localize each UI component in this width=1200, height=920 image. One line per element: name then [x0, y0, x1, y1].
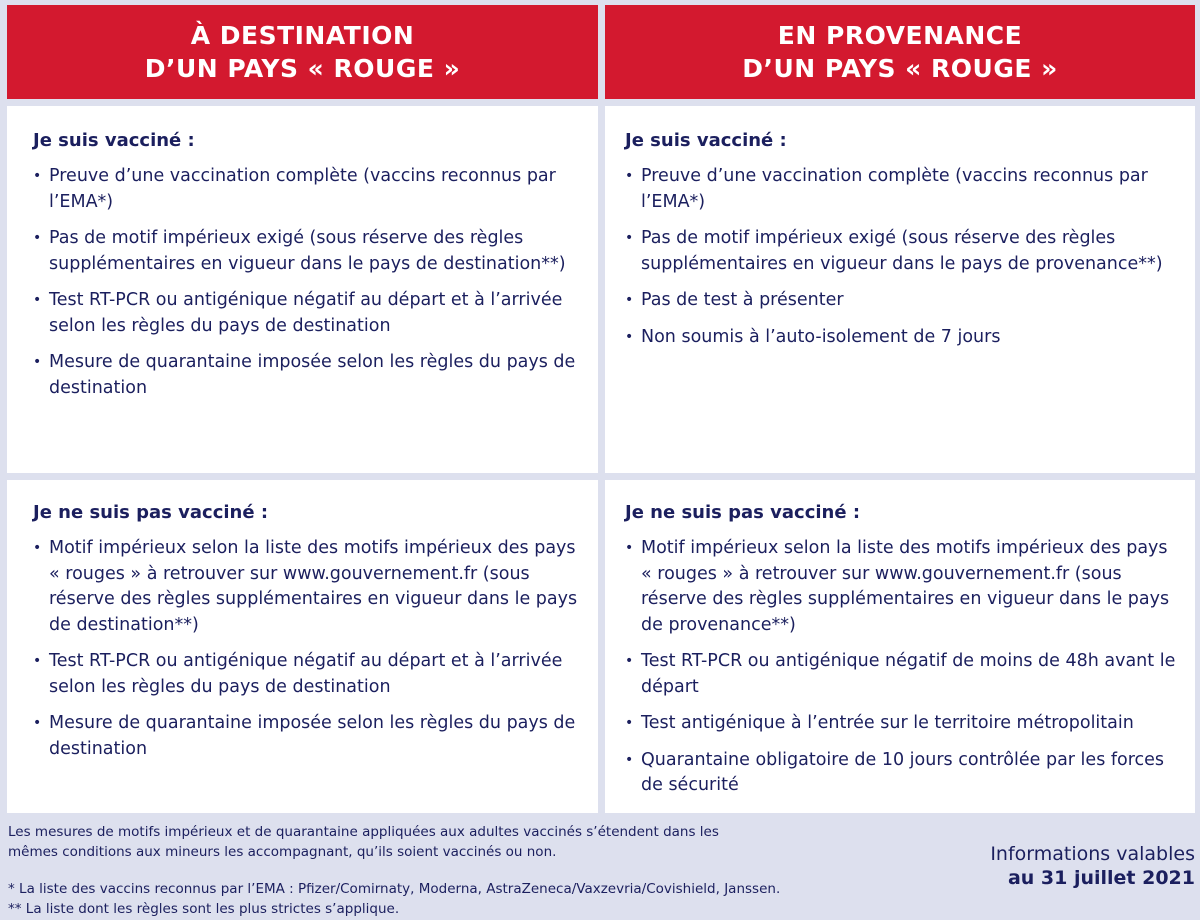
bullet-icon: • [625, 292, 634, 308]
destination-vaccinated-panel [7, 106, 598, 473]
provenance-not-vaccinated-panel [605, 480, 1195, 813]
list-item [625, 748, 1179, 799]
list-item [33, 536, 582, 638]
bullet-icon: • [625, 540, 634, 556]
list-item-text: Mesure de quarantaine imposée selon les règles du pays de destination [49, 352, 576, 398]
list-item [33, 226, 582, 277]
strict-rules-footnote: ** La liste dont les règles sont les plus strictes s’applique. [8, 901, 400, 917]
destination-not-vaccinated-panel [7, 480, 598, 813]
provenance-header-line2: D’UN PAYS « ROUGE » [742, 54, 1058, 83]
list-item-text: Quarantaine obligatoire de 10 jours contrôlée par les forces de sécurité [641, 749, 1165, 795]
rule-list [33, 536, 582, 762]
list-item [625, 325, 1179, 351]
list-item-text: Test antigénique à l’entrée sur le territoire métropolitain [641, 713, 1134, 733]
list-item-text: Test RT-PCR ou antigénique négatif au départ et à l’arrivée selon les règles du pays de destination [49, 290, 563, 336]
panel-title: Je ne suis pas vacciné : [625, 502, 861, 523]
bullet-icon: • [33, 540, 42, 556]
panel-title: Je ne suis pas vacciné : [33, 502, 269, 523]
destination-header-line2: D’UN PAYS « ROUGE » [144, 54, 461, 83]
bullet-icon: • [33, 168, 42, 184]
list-item-text: Non soumis à l’auto-isolement de 7 jours [641, 326, 1001, 347]
list-item-text: Pas de motif impérieux exigé (sous réserve des règles supplémentaires en vigueur dans le pays de destination**) [49, 228, 566, 274]
list-item [33, 649, 582, 700]
destination-header-line1: À DESTINATION [190, 21, 415, 50]
list-item-text: Preuve d’une vaccination complète (vaccins reconnus par l’EMA*) [49, 166, 556, 212]
bullet-icon: • [625, 653, 634, 669]
list-item [625, 649, 1179, 700]
list-item [625, 288, 1179, 314]
validity-label: Informations valables [990, 843, 1195, 865]
rule-list [625, 536, 1179, 799]
list-item-text: Motif impérieux selon la liste des motifs impérieux des pays « rouges » à retrouver sur www.gouvernement.fr (sous réserve des règles supplémentaires en vigueur dans le pays de destination**) [49, 538, 578, 635]
list-item-text: Pas de motif impérieux exigé (sous réserve des règles supplémentaires en vigueur dans le pays de provenance**) [641, 228, 1163, 274]
list-item [33, 288, 582, 339]
bullet-icon: • [33, 715, 42, 731]
list-item-text: Mesure de quarantaine imposée selon les règles du pays de destination [49, 713, 576, 759]
list-item [625, 226, 1179, 277]
minors-note: Les mesures de motifs impérieux et de quarantaine appliquées aux adultes vaccinés s’étendent dans les mêmes conditions aux mineurs les accompagnant, qu’ils soient vaccinés ou non. [8, 824, 719, 860]
bullet-icon: • [33, 354, 42, 370]
provenance-vaccinated-panel [605, 106, 1195, 473]
ema-footnote: * La liste des vaccins reconnus par l’EMA : Pfizer/Comirnaty, Moderna, AstraZeneca/Vaxzevria/Covishield, Janssen. [8, 881, 781, 897]
bullet-icon: • [625, 328, 634, 345]
bullet-icon: • [33, 292, 42, 308]
list-item [33, 711, 582, 762]
list-item [33, 350, 582, 401]
list-item-text: Motif impérieux selon la liste des motifs impérieux des pays « rouges » à retrouver sur www.gouvernement.fr (sous réserve des règles supplémentaires en vigueur dans le pays de provenance**) [641, 538, 1170, 635]
bullet-icon: • [625, 168, 634, 184]
list-item [625, 164, 1179, 215]
panel-title: Je suis vacciné : [625, 130, 787, 151]
validity-notice [990, 842, 1195, 890]
list-item [33, 164, 582, 215]
list-item-text: Test RT-PCR ou antigénique négatif de moins de 48h avant le départ [641, 651, 1176, 697]
bullet-icon: • [625, 751, 634, 768]
bullet-icon: • [625, 230, 634, 246]
list-item-text: Preuve d’une vaccination complète (vaccins reconnus par l’EMA*) [641, 166, 1148, 212]
provenance-header-line1: EN PROVENANCE [777, 21, 1023, 50]
list-item-text: Pas de test à présenter [641, 290, 844, 310]
rule-list [625, 164, 1179, 350]
bullet-icon: • [625, 715, 634, 731]
list-item [625, 536, 1179, 638]
rule-list [33, 164, 582, 401]
destination-header [7, 5, 598, 99]
validity-date: au 31 juillet 2021 [1007, 867, 1195, 889]
provenance-header [605, 5, 1195, 99]
list-item-text: Test RT-PCR ou antigénique négatif au départ et à l’arrivée selon les règles du pays de destination [49, 651, 563, 697]
bullet-icon: • [33, 653, 42, 669]
panel-title: Je suis vacciné : [33, 130, 195, 151]
bullet-icon: • [33, 230, 42, 246]
list-item [625, 711, 1179, 737]
